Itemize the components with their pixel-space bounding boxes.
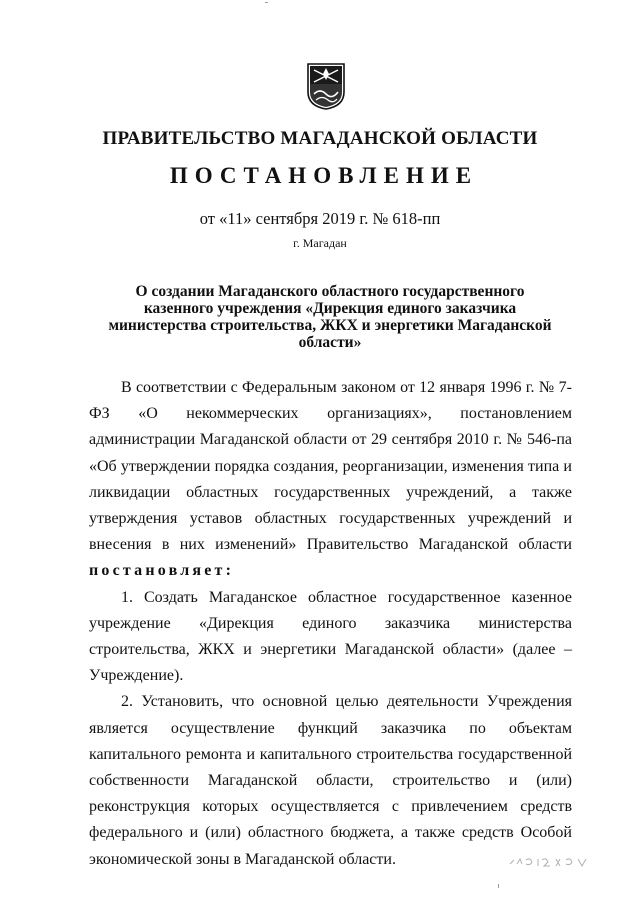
preamble-paragraph (89, 375, 572, 558)
document-place: г. Магадан (293, 236, 347, 250)
decree-word: постановляет: (89, 562, 235, 580)
page-stamp-mark (508, 855, 590, 869)
coat-of-arms-icon (306, 62, 346, 110)
document-date-number: от «11» сентября 2019 г. № 618-пп (199, 209, 441, 228)
item-1-text: 1. Создать Магаданское областное государственное казенное учреждение «Дирекция единого заказчика министерства строительства, ЖКХ и энергетики Магаданской области» (далее – Учреждение). (89, 588, 572, 685)
document-type: ПОСТАНОВЛЕНИЕ (169, 163, 479, 188)
government-title: ПРАВИТЕЛЬСТВО МАГАДАНСКОЙ ОБЛАСТИ (102, 128, 538, 149)
item-1-paragraph (89, 585, 572, 690)
document-body (89, 375, 572, 873)
scan-speck (498, 884, 499, 888)
item-2-text: 2. Установить, что основной целью деятельности Учреждения является осуществление функций заказчика по объектам капитального ремонта и капитального строительства государственной собственности Магаданской области, строительство и (или) реконструкция которых осуществляется с привлечением средств федерального и (или) областного бюджета, а также средств Особой экономической зоны в Магаданской области. (89, 693, 572, 868)
item-2-paragraph (89, 689, 572, 872)
scan-speck (265, 2, 268, 3)
preamble-text: В соответствии с Федеральным законом от 12 января 1996 г. № 7-ФЗ «О некоммерческих организациях», постановлением администрации Магаданской области от 29 сентября 2010 г. № 546-па «Об утверждении порядка создания, реорганизации, изменения типа и ликвидации областных государственных учреждений, а также утверждения уставов областных государственных учреждений и внесения в них изменений» Правительство Магаданской области (89, 379, 572, 554)
document-subject: О создании Магаданского областного государственного казенного учреждения «Дирекция единого заказчика министерства строительства, ЖКХ и энергетики Магаданской области» (108, 283, 552, 351)
decree-paragraph (89, 558, 572, 584)
